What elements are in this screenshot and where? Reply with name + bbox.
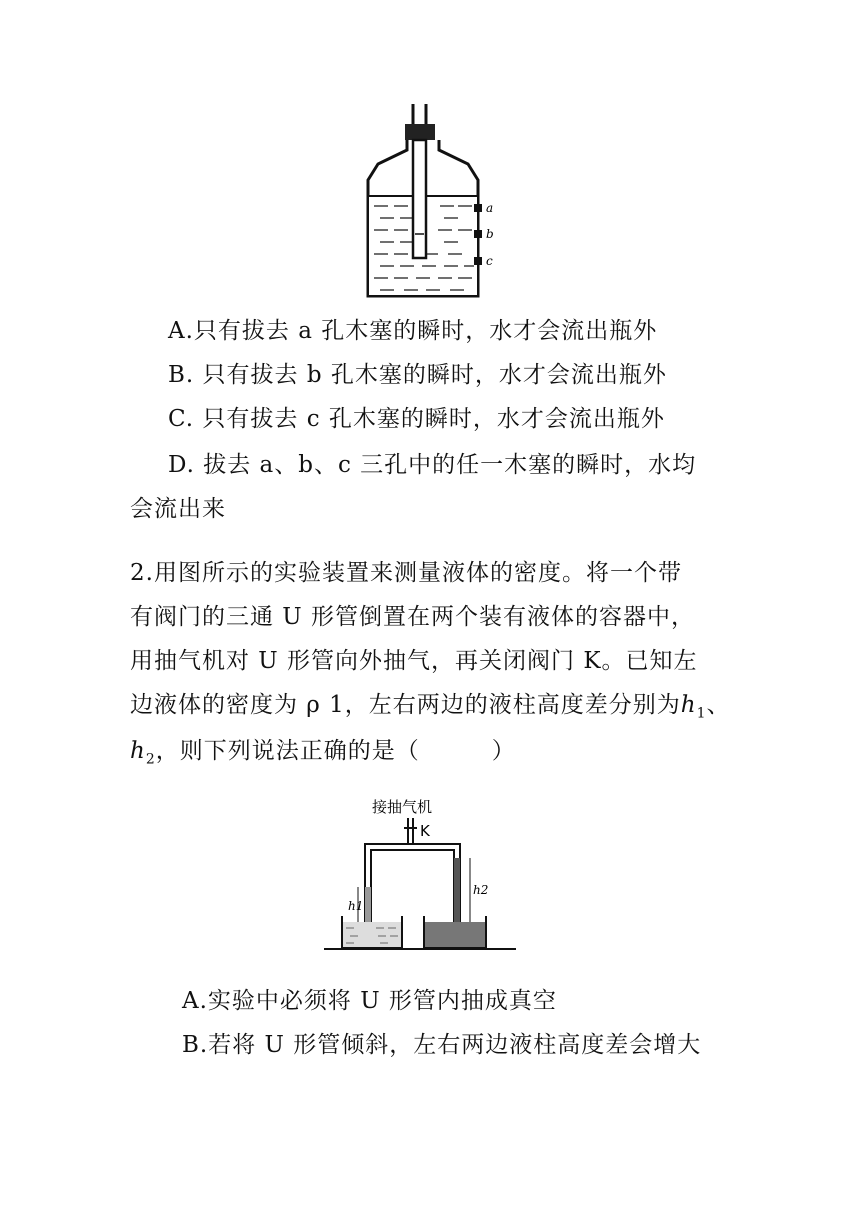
q2-stem-line1: 2.用图所示的实验装置来测量液体的密度。将一个带 xyxy=(130,560,682,586)
var-h2: h xyxy=(130,738,146,764)
valve-label: K xyxy=(420,822,430,840)
q1-option-c: C. 只有拔去 c 孔木塞的瞬时，水才会流出瓶外 xyxy=(168,406,665,432)
q2-stem-line5-text: ，则下列说法正确的是（ ） xyxy=(155,738,516,764)
h1-label: h1 xyxy=(348,899,364,913)
label-b: b xyxy=(486,227,494,241)
separator: 、 xyxy=(706,692,731,718)
u-tube-figure xyxy=(320,792,520,952)
q2-option-b: B.若将 U 形管倾斜，左右两边液柱高度差会增大 xyxy=(182,1032,702,1058)
pump-label: 接抽气机 xyxy=(372,798,433,816)
var-h2-sub: 2 xyxy=(145,751,156,768)
q1-option-b: B. 只有拔去 b 孔木塞的瞬时，水才会流出瓶外 xyxy=(168,362,667,388)
q2-stem-line5 xyxy=(130,736,516,775)
q2-stem-line3: 用抽气机对 U 形管向外抽气，再关闭阀门 K。已知左 xyxy=(130,648,698,674)
q1-option-d-line1: D. 拔去 a、b、c 三孔中的任一木塞的瞬时，水均 xyxy=(168,452,697,478)
q1-option-a: A.只有拔去 a 孔木塞的瞬时，水才会流出瓶外 xyxy=(168,318,658,344)
q1-option-d-line2: 会流出来 xyxy=(130,496,226,522)
label-c: c xyxy=(486,254,493,268)
q2-option-a: A.实验中必须将 U 形管内抽成真空 xyxy=(182,988,557,1014)
q2-stem-line4-text: 边液体的密度为 ρ 1，左右两边的液柱高度差分别为 xyxy=(130,692,681,718)
h2-label: h2 xyxy=(473,883,489,897)
bottle-figure xyxy=(360,100,500,300)
var-h1-sub: 1 xyxy=(696,705,707,722)
label-a: a xyxy=(486,201,494,215)
q2-stem-line2: 有阀门的三通 U 形管倒置在两个装有液体的容器中， xyxy=(130,604,696,630)
var-h1: h xyxy=(680,692,697,718)
q2-stem-line4 xyxy=(130,690,731,729)
